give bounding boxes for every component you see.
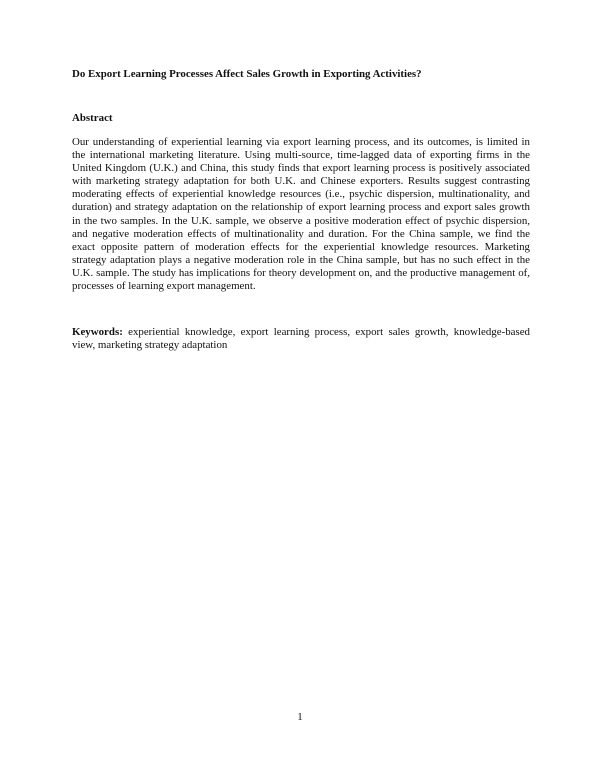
keywords-paragraph xyxy=(72,326,530,352)
page-number: 1 xyxy=(297,711,303,723)
abstract-text: Our understanding of experiential learning via export learning process, and its outcomes, is limited in the international marketing literature. Using multi-source, time-lagged data of exporting firms in the United Kingdom (U.K.) and China, this study finds that export learning process is positively associated with marketing strategy adaptation for both U.K. and Chinese exporters. Results suggest contrasting moderating effects of experiential knowledge resources (i.e., psychic dispersion, multinationality, and duration) and strategy adaptation on the relationship of export learning process and export sales growth in the two samples. In the U.K. sample, we observe a positive moderation effect of psychic dispersion, and negative moderation effects of multinationality and duration. For the China sample, we find the exact opposite pattern of moderation effects for the experiential knowledge resources. Marketing strategy adaptation plays a negative moderation role in the China sample, but has no such effect in the U.K. sample. The study has implications for theory development on, and the productive management of, processes of learning export management. xyxy=(72,136,530,293)
abstract-heading: Abstract xyxy=(72,112,113,124)
keywords-text: experiential knowledge, export learning process, export sales growth, knowledge-based view, marketing strategy adaptation xyxy=(72,326,530,352)
paper-title: Do Export Learning Processes Affect Sales Growth in Exporting Activities? xyxy=(72,68,422,80)
keywords-label: Keywords: xyxy=(72,326,123,338)
